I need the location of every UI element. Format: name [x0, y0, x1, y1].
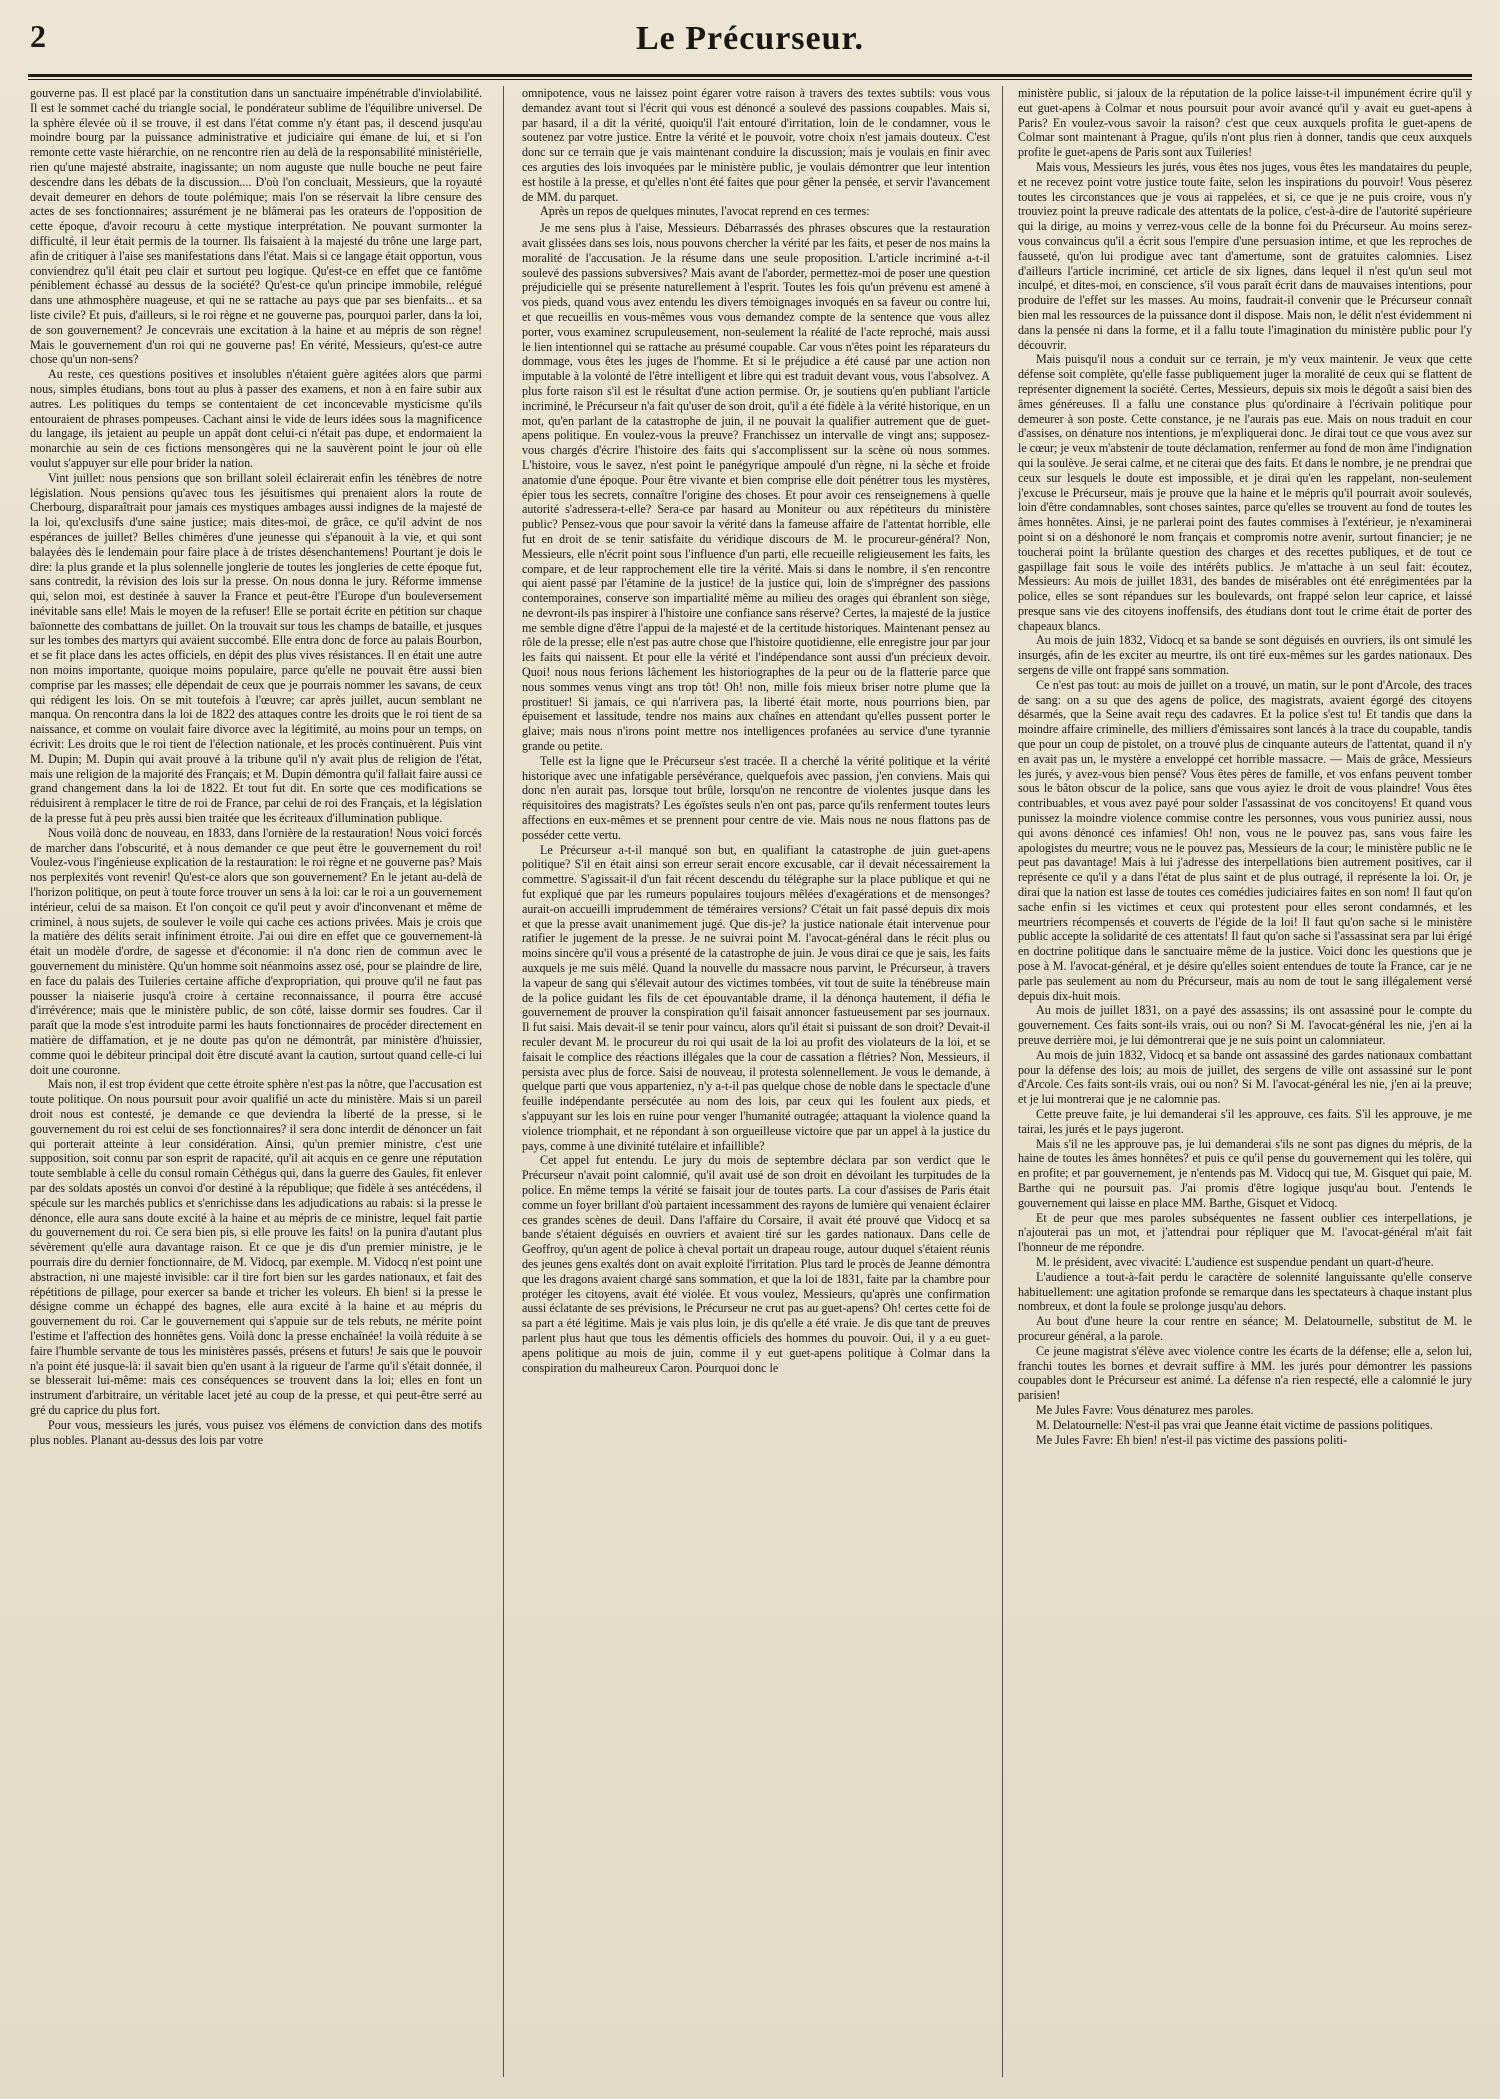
header-rule-thin	[28, 79, 1472, 80]
paragraph: gouverne pas. Il est placé par la constitution dans un sanctuaire impénétrable d'inviolabilité. Il est le sommet caché du triangle social, le pondérateur sublime de l'équilibre universel. De la sphère élevée où il se trouve, il est dans l'état comme n'y étant pas, il descend jusqu'au moindre bourg par la puissance administrative et judiciaire qui émane de lui, et si l'on remonte cette vaste hiérarchie, on ne rencontre rien au delà de la responsabilité ministérielle, rien qu'une majesté abstraite, inagissante; un nom auguste que nulle bouche ne peut faire descendre dans les débats de la discussion.... D'où l'on concluait, Messieurs, que la royauté devait demeurer en dehors de toute polémique; mais l'on se réservait la libre censure des actes de ses fonctionnaires; assurément je ne blâmerai pas les orateurs de l'opposition de cette époque, d'avoir recouru à cette mystique interprétation. Ne pouvant surmonter la difficulté, il leur était permis de la tourner. Ils faisaient à la majesté du trône une large part, afin de critiquer à l'aise ses manifestations dans l'état. Mais si ce langage était opportun, vous conviendrez qu'il était peu clair et surtout peu logique. Qu'est-ce en effet que ce fantôme péniblement échassé au dessus de la société? Qu'est-ce qu'un principe immobile, relégué dans une athmosphère nuageuse, et qui ne se rattache au pays que par ses bienfaits... et sa liste civile? Et puis, d'ailleurs, si le roi règne et ne gouverne pas, pourquoi parler, dans la loi, de son gouvernement? Je concevrais une excitation à la haine et au mépris de son règne! Mais le gouvernement d'un roi qui ne gouverne pas! En vérité, Messieurs, qu'est-ce autre chose qu'un non-sens?	[30, 86, 482, 367]
paragraph: Mais s'il ne les approuve pas, je lui demanderai s'ils ne sont pas dignes du mépris, de la haine de toutes les âmes honnêtes? et puis ce qu'il pense du gouvernement qui les tolère, qui en profite; et par gouvernement, je n'entends pas M. Vidocq qui tue, M. Gisquet qui paie, M. Barthe qui ne poursuit pas. J'ai promis d'être logique jusqu'au bout. J'entends le gouvernement qui laisse en place MM. Barthe, Gisquet et Vidocq.	[1018, 1136, 1472, 1210]
column-divider	[1002, 86, 1003, 2077]
paragraph: Mais non, il est trop évident que cette étroite sphère n'est pas la nôtre, que l'accusation est toute politique. On nous poursuit pour avoir qualifié un acte du ministère. Mais si un pareil droit nous est contesté, je demande ce que deviendra la liberté de la presse, si le gouvernement du roi est celui de ses fonctionnaires? il sera donc interdit de dénoncer un fait qui porterait atteinte à leur considération. Ainsi, qu'un premier ministre, c'est une supposition, soit connu par son esprit de rapacité, qu'il ait acquis en ce genre une réputation toute semblable à celle du consul romain Céthégus qui, dans la guerre des Gaules, fit enlever par des soldats apostés un convoi d'or destiné à la république; que fidèle à ses antécédens, il spécule sur les marchés publics et s'enrichisse dans les adjudications au rabais: si la presse le dénonce, elle aura sans doute excité à la haine et au mépris de ce ministre, lequel fait partie du gouvernement du roi. Ce sera bien pis, si elle prouve les faits! on la punira d'autant plus sévèrement qu'elle aura davantage raison. Et ce que je dis d'un premier ministre, je le pourrais dire du dernier fonctionnaire, de M. Vidocq, par exemple. M. Vidocq n'est point une abstraction, ni une majesté invisible: car il tire fort bien sur les gardes nationaux, et fait des répétitions de pillage, pour exercer sa bande et tricher les voleurs. Eh bien! si la presse le désigne comme un échappé des bagnes, elle aura excité à la haine et au mépris du gouvernement du roi. Car le gouvernement qui s'appuie sur de tels rebuts, ne mérite point l'estime et l'affection des honnêtes gens. Voilà donc la presse enchaînée! la voilà réduite à se faire l'humble servante de tous les ministères passés, présens et futurs! Je sais que le pouvoir n'a point été jusque-là: il savait bien qu'en usant à la rigueur de l'arme qu'il s'était donnée, il se blesserait lui-même: mais ces conséquences se trouvent dans la loi; elles en font un instrument d'arbitraire, un véritable lacet jeté au coup de la presse, et qui peut-être serré au gré du caprice du plus fort.	[30, 1077, 482, 1417]
paragraph: Au bout d'une heure la cour rentre en séance; M. Delatournelle, substitut de M. le procureur général, a la parole.	[1018, 1314, 1472, 1343]
paragraph: Et de peur que mes paroles subséquentes ne fassent oublier ces interpellations, je n'ajouterai pas un mot, et j'attendrai pour répliquer que M. l'avocat-général m'ait fait l'honneur de me répondre.	[1018, 1210, 1472, 1255]
masthead	[0, 0, 1500, 62]
paragraph: Ce jeune magistrat s'élève avec violence contre les écarts de la défense; elle a, selon lui, franchi toutes les bornes et devrait suffire à MM. les jurés pour démontrer les passions coupables dont le Précurseur est animé. La défense n'a rien respecté, elle a calomnié le jury parisien!	[1018, 1343, 1472, 1403]
paragraph: M. le président, avec vivacité: L'audience est suspendue pendant un quart-d'heure.	[1036, 1254, 1434, 1269]
paragraph: Me Jules Favre: Vous dénaturez mes paroles.	[1036, 1402, 1254, 1417]
paragraph: Au mois de juin 1832, Vidocq et sa bande ont assassiné des gardes nationaux combattant pour la défense des lois; au mois de juillet, des sergens de ville ont assassiné sur le pont d'Arcole. Ces faits sont-ils vrais, oui ou non? Si M. l'avocat-général les nie, j'en ai la preuve; et je lui montrerai que je ne calomnie pas.	[1018, 1047, 1472, 1107]
header-rule	[28, 74, 1472, 77]
paragraph: Cette preuve faite, je lui demanderai s'il les approuve, ces faits. S'il les approuve, je me tairai, les jurés et le pays jugeront.	[1018, 1106, 1472, 1136]
paragraph: Au mois de juin 1832, Vidocq et sa bande se sont déguisés en ouvriers, ils ont simulé les insurgés, afin de les exciter au meurtre, ils ont tiré eux-mêmes sur les gardes nationaux. Des sergens de ville ont frappé sans sommation.	[1018, 633, 1472, 678]
paragraph: Mais puisqu'il nous a conduit sur ce terrain, je m'y veux maintenir. Je veux que cette défense soit complète, qu'elle fasse publiquement juger la moralité de ceux qui se flattent de représenter dignement la société. Certes, Messieurs, depuis six mois le dégoût a saisi bien des âmes généreuses. Il a fallu une constance plus qu'ordinaire à l'écrivain politique pour demeurer à son poste. Cette constance, je ne l'aurais pas eue. Mais on nous traduit en cour d'assises, on dénature nos intentions, je m'expliquerai donc. Je dirai tout ce que vous avez sur le cœur; je veux m'abstenir de toute déclamation, renfermer au fond de mon âme l'indignation qui la soulève. Je serai calme, et ne citerai que des faits. Et dans le nombre, je ne prendrai que ceux sur lesquels le doute est impossible, et je dirai qu'en les rappelant, non-seulement j'excuse le Précurseur, mais je prouve que la haine et le mépris qu'il pourrait avoir soulevés, loin d'être condamnables, sont choses saintes, parce qu'elles se trouvent au fond de toutes les âmes honnêtes. Ainsi, je ne parlerai point des fautes commises à l'extérieur, je n'examinerai point si on a déshonoré le nom français et compromis notre avenir, surtout financier; je ne toucherai point la brûlante question des charges et des recettes publiques, et de tout ce gaspillage fait sous le voile des intérêts publics. Je m'attache à un seul fait: écoutez, Messieurs: Au mois de juillet 1831, des bandes de misérables ont été enrégimentées par la police, elles se sont répandues sur les boulevards, ont frappé selon leur caprice, et laissé presque sans vie des citoyens inoffensifs, des étudians dont tout le crime était de porter des chapeaux blancs.	[1018, 352, 1472, 633]
paragraph: Au reste, ces questions positives et insolubles n'étaient guère agitées alors que parmi nous, simples étudians, bons tout au plus à passer des examens, et non à en faire subir aux autres. Les politiques du temps se contentaient de cet inconcevable mysticisme qu'ils entouraient de phrases pompeuses. Cachant ainsi le vide de leurs idées sous la magnificence du langage, ils jetaient au peuple un appât dont celui-ci n'était pas dupe, et endormaient la monarchie au sein de ces fictions mensongères qui ne la sauvèrent point le jour où elle voulut s'appuyer sur elle pour brider la nation.	[30, 367, 482, 470]
paragraph: Nous voilà donc de nouveau, en 1833, dans l'ornière de la restauration! Nous voici forcés de marcher dans l'obscurité, et à nous demander ce que peut être le gouvernement du roi! Voulez-vous l'ingénieuse explication de la restauration: le roi règne et ne gouverne pas? Mais nos perplexités vont revenir! Qu'est-ce alors que son gouvernement? En le jetant au-delà de l'horizon politique, on peut à toute force trouver un sens à la loi: car le roi a un gouvernement intérieur, celui de sa maison. Et l'on conçoit ce qu'il peut y avoir d'inconvenant et même de criminel, à nous sujets, de soulever le voile qui cache ces actions privées. Mais je crois que la matière des délits serait infiniment étroite. J'ai oui dire en effet que ce gouvernement-là était un modèle d'ordre, de sagesse et d'économie: il n'a donc rien de commun avec le gouvernement du ministère. Qu'un homme soit néanmoins assez osé, pour se plaindre de lire, en face du palais des Tuileries certaine affiche d'expropriation, qui prouve qu'il ne faut pas pousser la niaiserie jusqu'à croire à certaine reconnaissance, il pourra être accusé d'irrévérence; mais que le ministère public, de son côté, laisse dormir ses foudres. Car il paraît que la mode s'est introduite parmi les hauts fonctionnaires de procéder directement en matière de diffamation, et je ne doute pas qu'on ne démontrât, par ministère d'huissier, comme quoi le débiteur principal doit être discuté avant la caution, surtout quand celle-ci lui doit une couronne.	[30, 825, 482, 1077]
paragraph: Mais vous, Messieurs les jurés, vous êtes nos juges, vous êtes les mandataires du peuple, et ne recevez point votre justice toute faite, selon les inspirations du pouvoir! Vous pèserez toutes les circonstances que je vous ai rappelées, et si, ce que je ne puis croire, vous n'y trouviez point la preuve radicale des attentats de la police, c'est-à-dire de l'autorité supérieure qui la dirige, au moins y verrez-vous celle de la bonne foi du Précurseur. Au moins serez-vous convaincus qu'il a écrit sous l'empire d'une persuasion intime, et que les reproches de fausseté, qu'on lui prodigue avec tant d'amertume, sont de gratuites calomnies. Lisez d'ailleurs l'article incriminé, cet article de six lignes, dans lequel il n'est qu'un seul mot inculpé, et dites-moi, en conscience, s'il vous paraît écrit dans de mauvaises intentions, pour produire de l'effet sur les masses. Au moins, faudrait-il convenir que le Précurseur connaît bien mal les ressources de la puissance dont il dispose. Mais non, le délit n'est évidemment ni dans la pensée ni dans la forme, et il a fallu toute l'imagination du ministère public pour l'y découvrir.	[1018, 159, 1472, 352]
paragraph: Telle est la ligne que le Précurseur s'est tracée. Il a cherché la vérité politique et la vérité historique avec une infatigable persévérance, quelquefois avec passion, j'en conviens. Mais qui donc n'en aurait pas, lorsque tout brûle, lorsqu'on ne rencontre de violentes jusque dans les réquisitoires des magistrats? Les égoïstes seuls n'en ont pas, parce qu'ils renferment toutes leurs affections en eux-mêmes et se prennent pour centre de vie. Mais nous ne nous flattons pas de posséder cette vertu.	[522, 753, 990, 842]
newspaper-title: Le Précurseur.	[635, 20, 864, 57]
column-left	[30, 86, 482, 2077]
paragraph: omnipotence, vous ne laissez point égarer votre raison à travers des textes subtils: vous vous demandez avant tout si l'écrit qui vous est dénoncé a soulevé des passions coupables. Mais si, par hasard, il a dit la vérité, quoiqu'il l'ait entouré d'irritation, loin de le condamner, vous le soutenez par votre justice. Entre la vérité et le pouvoir, votre choix n'est jamais douteux. C'est donc sur ce terrain que je vais maintenant conduire la discussion; mais je voulais en finir avec ces arguties des lois invoquées par le ministère public, je voulais démontrer que leur intention est hostile à la presse, et qu'elles n'ont été faites que pour gêner la pensée, et servir l'avancement de MM. du parquet.	[522, 86, 990, 204]
paragraph: Cet appel fut entendu. Le jury du mois de septembre déclara par son verdict que le Précurseur n'avait point calomnié, qu'il avait usé de son droit en dévoilant les turpitudes de la police. En même temps la vérité se faisait jour de toutes parts. La cour d'assises de Paris était comme un foyer brillant d'où partaient incessamment des rayons de lumière qui venaient éclairer ces grandes scènes de deuil. Dans l'affaire du Corsaire, il avait été prouvé que Vidocq et sa bande s'étaient déguisés en ouvriers et avaient tiré sur les gardes nationaux. Dans celle de Geoffroy, qu'un agent de police à cheval portait un drapeau rouge, autour duquel s'étaient réunis des jeunes gens exaltés dont on avait exploité l'irritation. Plus tard le procès de Jeanne démontra que les dragons avaient chargé sans sommation, et que la loi de 1831, faite par la chambre pour protéger les citoyens, avait été violée. Et vous voulez, Messieurs, qu'après une confirmation aussi éclatante de ses prévisions, le Précurseur ne crut pas au guet-apens? Oh! certes cette foi de sa part a été légitime. Mais je vais plus loin, je dis qu'elle a été vraie. Je dis que tant de preuves parlent plus haut que tous les démentis officiels des hommes du pouvoir. Oui, il y a eu guet-apens politique au mois de juin, comme il y eut guet-apens politique à Colmar dans la conspiration du malheureux Caron. Pourquoi donc le	[522, 1153, 990, 1375]
column-middle	[522, 86, 990, 2077]
paragraph: Je me sens plus à l'aise, Messieurs. Débarrassés des phrases obscures que la restauration avait glissées dans ses lois, nous pouvons chercher la vérité par les faits, et peser de nos mains la moralité de l'accusation. Je la résume dans une seule proposition. L'article incriminé a-t-il soulevé des passions subversives? Mais avant de l'aborder, permettez-moi de poser une question préjudicielle qui se présente naturellement à l'esprit. Toutes les fois qu'un prévenu est amené à vos pieds, quand vous avez entendu les divers témoignages invoqués en sa faveur ou contre lui, et que recueillis en vous-mêmes vous vous demandez compte de la sentence que vous allez porter, vous examinez scrupuleusement, non-seulement la réalité de l'acte reproché, mais aussi le lien intentionnel qui se rattache au présumé coupable. Car vous n'êtes point les réparateurs du dommage, vous êtes les juges de l'homme. Et si le préjudice a été causé par une action non imputable à la volonté de l'être intelligent et libre qui est traduit devant vous, vous l'absolvez. A plus forte raison s'il est le résultat d'une action permise. Or, je soutiens qu'en publiant l'article incriminé, le Précurseur n'a fait qu'user de son droit, qu'il a été fidèle à la vérité historique, en un mot, qu'en parlant de la catastrophe de juin, il ne pouvait la qualifier autrement que de guet-apens politique. En voulez-vous la preuve? Franchissez un intervalle de vingt ans; supposez-vous chargés d'écrire l'histoire des faits qui s'accomplissent sur la scène où nous sommes. L'histoire, vous le savez, n'est point le panégyrique ampoulé d'un règne, ni la sèche et froide anatomie d'une époque. Pour être vivante et bien comprise elle doit pénétrer tous les mystères, épier tous les secrets, connaître l'origine des choses. Et pour avoir ces renseignemens à quelle autorité s'adressera-t-elle? Sera-ce par hasard au Moniteur ou aux répétiteurs du ministère public? Pensez-vous que pour savoir la vérité dans la fameuse affaire de l'attentat horrible, elle fut en droit de se tenir satisfaite du véridique discours de M. le procureur-général? Non, Messieurs, elle n'écrit point sous l'influence d'un parti, elle recueille religieusement les faits, les compare, et de leur rapprochement elle tire la vérité. Mais si dans le nombre, il s'en rencontre qui aient passé par l'étamine de la justice! de la justice qui, loin de s'imprégner des passions contemporaines, conserve son impartialité même au milieu des orages qui ébranlent son siège, ne devront-ils pas inspirer à l'histoire une confiance sans réserve? Certes, la majesté de la justice me semble digne d'être l'appui de la majesté et de la certitude historiques. Maintenant pensez au rôle de la presse; elle n'est pas autre chose que l'histoire quotidienne, elle enregistre jour par jour les faits qui naissent. Et pour elle la vérité et l'indépendance sont aussi d'un précieux devoir. Quoi! nous nous ferions lâchement les historiographes de la peur ou de la flatterie parce que nous sommes venus vingt ans trop tôt! Oh! non, mille fois mieux briser notre plume que la prostituer! Si jamais, ce qui n'arrivera pas, la liberté était morte, nous pourrions bien, par épuisement et lassitude, tendre nos mains aux chaînes en attendant qu'elles pussent porter le glaive; mais nous n'irons point mettre nos intelligences profanées au service d'une tyrannie grande ou petite.	[522, 221, 990, 754]
paragraph: Vint juillet: nous pensions que son brillant soleil éclairerait enfin les ténèbres de notre législation. Nous pensions qu'avec tous les jésuitismes qui prenaient alors la route de Cherbourg, disparaîtrait pour jamais ces mystiques ambages aussi indignes de la majesté de la loi, qu'exclusifs d'une saine justice; mais dites-moi, de grâce, ce qu'il advint de nos espérances de juillet? Belles chimères d'une jeunesse qui s'épanouit à la vie, et qui sont balayées dès le lendemain pour faire place à de tristes désenchantemens! Pourtant je dois le dire: la plus grande et la plus solennelle jonglerie de toutes les jongleries de cette époque fut, sans contredit, la révision des lois sur la presse. On nous donna le jury. Réforme immense qui, selon moi, est destinée à sauver la France et peut-être l'Europe d'un bouleversement inévitable sans elle! Mais le moyen de la refuser! Elle se portait écrite en pétition sur chaque baïonnette des combattans de juillet. On la trouvait sur tous les champs de bataille, et jusques sur les tombes des martyrs qui avaient succombé. Elle entra donc de force au palais Bourbon, et se fit place dans les actes officiels, en dépit des plus vives résistances. Il en était une autre non moins importante, quoique moins populaire, parce qu'elle ne pouvait être aussi bien comprise par les masses; elle dépendait de ceux que je pourrais nommer les savans, de ceux qui rédigent les lois. On se mit toutefois à l'œuvre; car après juillet, aucun semblant ne manqua. On rencontra dans la loi de 1822 des attaques contre les droits que le roi tient de sa naissance, et comme on voulait faire divorce avec la légitimité, au moins pour un temps, on écrivit: Les droits que le roi tient de l'élection nationale, et les procès continuèrent. Puis vint M. Dupin; M. Dupin qui avait prouvé à la tribune qu'il n'y avait plus de religion de l'état, mais une religion de la majorité des Français; et M. Dupin démontra qu'il fallait faire aussi ce grand changement dans la loi de 1822. Et tout fut dit. En sorte que ces modifications se réduisirent à remplacer le titre de roi de France, par celui de roi des Français, et la législation de la presse fut à peu près aussi bien traitée que les écriteaux d'illumination publique.	[30, 470, 482, 826]
column-right	[1018, 86, 1472, 2077]
paragraph: M. Delatournelle: N'est-il pas vrai que Jeanne était victime de passions politiques.	[1036, 1417, 1433, 1432]
paragraph: Pour vous, messieurs les jurés, vous puisez vos élémens de conviction dans des motifs plus nobles. Planant au-dessus des lois par votre	[30, 1417, 482, 1447]
column-divider	[503, 86, 504, 2077]
paragraph: Me Jules Favre: Eh bien! n'est-il pas victime des passions politi-	[1036, 1432, 1348, 1447]
paragraph: Ce n'est pas tout: au mois de juillet on a trouvé, un matin, sur le pont d'Arcole, des traces de sang: on a su que des agens de police, des magistrats, avaient égorgé des citoyens désarmés, que la Seine avait reçu des cadavres. Et la police s'est tu! Et tandis que dans la moindre affaire criminelle, des milliers d'émissaires sont lancés à la trace du coupable, tandis que pour un coup de pistolet, on a trouvé plus de cinquante auteurs de l'attentat, quand il n'y en avait pas un, le mystère a enveloppé cet horrible massacre. — Mais de grâce, Messieurs les jurés, y avez-vous bien pensé? Vous êtes pères de famille, et vos enfans peuvent tomber sous le bâton obscur de la police, sans que vous ayiez le droit de vous plaindre! Vous êtes contribuables, et vous avez payé pour solder l'assassinat de vos concitoyens! Et quand vous punissez la moindre violence commise contre les personnes, vous vous puniriez aussi, nous qui avons dénoncé ces infamies! Oh! non, vous ne le pouvez pas, sans vous faire les apologistes du meurtre; vous ne le pouvez pas, Messieurs de la cour; le ministère public ne le peut pas davantage! Mais à lui j'adresse des interpellations bien autrement positives, car il représente ce qu'il y a dans l'état de plus saint et de plus outragé, il représente la loi. Or, je dirai que la nation est lasse de toutes ces comédies judiciaires faites en son nom! Il faut qu'on sache enfin si les victimes et ceux qui protestent pour elles seront condamnés, et les meurtriers récompensés et couverts de l'égide de la loi! Il faut qu'on sache si le ministère public accepte la solidarité de ces attentats! Il faut qu'on sache si l'assassinat sera par lui érigé en doctrine politique dans le sanctuaire même de la justice. Voici donc les questions que je pose à M. l'avocat-général, et je désire qu'elles soient entendues de toute la France, car je ne parle pas seulement au nom du Précurseur, mais au nom de tout le sang illégalement versé depuis dix-huit mois.	[1018, 677, 1472, 1003]
page-number: 2	[30, 18, 46, 54]
paragraph: ministère public, si jaloux de la réputation de la police laisse-t-il impunément écrire qu'il y eut guet-apens à Colmar et nous poursuit pour avoir avancé qu'il y avait eu guet-apens à Paris? En voulez-vous savoir la raison? c'est que ceux auxquels profita le guet-apens de Colmar sont maintenant à Prague, qu'ils n'ont plus rien à donner, tandis que ceux auxquels profite le guet-apens de Paris sont aux Tuileries!	[1018, 86, 1472, 160]
paragraph: Le Précurseur a-t-il manqué son but, en qualifiant la catastrophe de juin guet-apens politique? S'il en était ainsi son erreur serait encore excusable, car il devait nécessairement la commettre. S'agissait-il d'un fait récent descendu du télégraphe sur la place publique et qui ne fut expliqué que par les rumeurs populaires toujours mêlées d'exagérations et de mensonges? aurait-on accueilli imprudemment de téméraires versions? C'était un fait passé depuis dix mois et que la presse avait unanimement jugé. Que dis-je? la justice nationale était intervenue pour ratifier le jugement de la presse. Je ne suivrai point M. l'avocat-général dans le récit plus ou moins sincère qu'il vous a présenté de la catastrophe de juin. Je vous dirai ce que je sais, les faits auxquels je me suis mêlé. Quand la nouvelle du massacre nous parvint, le Précurseur, à travers la vapeur de sang qui s'élevait autour des victimes tombées, vit tout de suite la ténébreuse main de la police guidant les fils de cet épouvantable drame, il la dénonça hautement, il défia le gouvernement de prouver la conspiration qu'il faisait annoncer fastueusement par ses journaux. Il fut saisi. Mais devait-il se tenir pour vaincu, alors qu'il était si puissant de son droit? Devait-il reculer devant M. le procureur du roi qui usait de la loi au profit des violateurs de la loi, et se faisait le complice des réactions illégales que la cour de cassation a flétries? Non, Messieurs, il persista avec plus de force. Saisi de nouveau, il protesta solennellement. Je vous le demande, à quelque parti que vous apparteniez, n'y a-t-il pas quelque chose de noble dans le spectacle d'une feuille indépendante persécutée au nom des lois, par ceux qui les foulent aux pieds, et s'appuyant sur les lois en ruine pour venger l'humanité outragée; attaquant la violence quand la violence triomphait, et ne répondant à son orgueilleuse victoire que par un appel à la justice du pays, comme à une divinité tutélaire et infaillible?	[522, 842, 990, 1153]
paragraph: Au mois de juillet 1831, on a payé des assassins; ils ont assassiné pour le compte du gouvernement. Ces faits sont-ils vrais, oui ou non? Si M. l'avocat-général les nie, j'en ai la preuve derrière moi, je lui démontrerai que je ne suis point un calomniateur.	[1018, 1003, 1472, 1047]
paragraph: L'audience a tout-à-fait perdu le caractère de solennité languissante qu'elle conserve habituellement: une agitation profonde se remarque dans les spectateurs à chaque instant plus nombreux, et dont la foule se prolonge jusqu'au dehors.	[1018, 1269, 1472, 1314]
paragraph: Après un repos de quelques minutes, l'avocat reprend en ces termes:	[540, 204, 870, 219]
